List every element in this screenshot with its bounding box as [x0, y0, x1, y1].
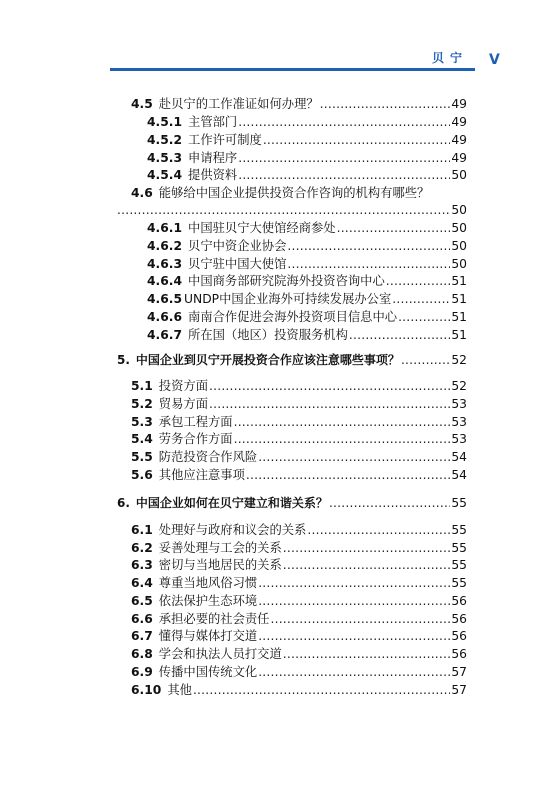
toc-entry-title: 中国商务部研究院海外投资咨询中心 [188, 274, 385, 288]
toc-entry-page: 55 [451, 576, 467, 590]
toc-entry-title: 依法保护生态环境 [158, 594, 258, 608]
toc-entry[interactable] [131, 449, 467, 466]
toc-entry-page: 50 [451, 203, 467, 217]
toc-entry-page: 50 [451, 239, 467, 253]
toc-section-heading[interactable] [117, 352, 467, 369]
toc-entry-title: 申请程序 [188, 151, 238, 165]
toc-entry-title: 中国驻贝宁大使馆经商参处 [188, 221, 336, 235]
toc-entry-title: 投资方面 [158, 379, 208, 393]
toc-entry-page: 50 [451, 168, 467, 182]
toc-entry-number: 6. [117, 496, 130, 510]
toc-entry-number: 5.3 [131, 415, 153, 429]
toc-entry-title: 学会和执法人员打交道 [158, 647, 282, 661]
toc-entry-page: 49 [451, 133, 467, 147]
toc-leader-dots [287, 238, 450, 255]
toc-entry-page: 50 [451, 221, 467, 235]
toc-entry-number: 5. [117, 353, 130, 367]
toc-entry-number: 6.3 [131, 558, 153, 572]
toc-leader-dots [392, 291, 450, 308]
toc-entry-number: 4.6.2 [147, 239, 183, 253]
toc-leader-dots [234, 431, 451, 448]
toc-entry-number: 5.1 [131, 379, 153, 393]
toc-entry-number: 4.5.1 [147, 115, 183, 129]
toc-entry-number: 4.6.5 [147, 292, 183, 306]
toc-entry-title: 处理好与政府和议会的关系 [158, 523, 307, 537]
toc-entry-number: 4.5.3 [147, 151, 183, 165]
toc-entry[interactable] [147, 238, 467, 255]
toc-entry[interactable] [131, 431, 467, 448]
toc-entry-title: 懂得与媒体打交道 [158, 629, 258, 643]
toc-leader-dots [283, 540, 451, 557]
toc-entry[interactable] [131, 467, 467, 484]
toc-leader-dots [258, 449, 450, 466]
toc-entry[interactable] [131, 628, 467, 645]
toc-entry[interactable] [147, 273, 467, 290]
toc-entry-page: 57 [451, 665, 467, 679]
toc-entry-number: 6.6 [131, 612, 153, 626]
toc-entry[interactable] [131, 682, 467, 699]
toc-entry-page: 53 [451, 432, 467, 446]
toc-entry[interactable] [131, 575, 467, 592]
toc-entry-continuation[interactable] [117, 202, 467, 219]
toc-entry-title: 工作许可制度 [188, 133, 262, 147]
toc-entry[interactable] [131, 378, 467, 395]
toc-entry-page: 56 [451, 612, 467, 626]
toc-entry-number: 4.6.3 [147, 257, 183, 271]
toc-entry[interactable] [147, 220, 467, 237]
toc-entry-title: UNDP中国企业海外可持续发展办公室 [184, 292, 392, 306]
toc-entry-page: 51 [451, 310, 467, 324]
toc-entry-page: 49 [451, 97, 467, 111]
toc-entry-page: 54 [451, 450, 467, 464]
toc-leader-dots [337, 220, 451, 237]
toc-leader-dots [234, 414, 451, 431]
toc-entry-page: 56 [451, 647, 467, 661]
toc-leader-dots [401, 352, 450, 369]
toc-entry[interactable] [131, 414, 467, 431]
toc-leader-dots [258, 593, 450, 610]
toc-entry[interactable] [131, 646, 467, 663]
toc-entry[interactable] [147, 256, 467, 273]
toc-leader-dots [307, 522, 450, 539]
toc-entry-title: 防范投资合作风险 [158, 450, 258, 464]
toc-entry-number: 6.5 [131, 594, 153, 608]
toc-entry-page: 53 [451, 397, 467, 411]
toc-entry[interactable] [147, 150, 467, 167]
toc-entry-title: 传播中国传统文化 [158, 665, 258, 679]
toc-entry-title: 密切与当地居民的关系 [158, 558, 282, 572]
toc-entry[interactable] [131, 185, 467, 202]
toc-entry[interactable] [131, 664, 467, 681]
toc-entry-title: 承包工程方面 [158, 415, 233, 429]
toc-entry[interactable] [131, 522, 467, 539]
toc-entry-title: 主管部门 [188, 115, 238, 129]
toc-entry-number: 4.6.1 [147, 221, 183, 235]
toc-entry-number: 5.6 [131, 468, 153, 482]
toc-entry-title: 其他 [167, 683, 192, 697]
toc-entry-page: 56 [451, 594, 467, 608]
toc-entry-number: 5.2 [131, 397, 153, 411]
toc-entry-number: 5.5 [131, 450, 153, 464]
toc-entry[interactable] [131, 396, 467, 413]
toc-entry-page: 53 [451, 415, 467, 429]
toc-leader-dots [283, 557, 451, 574]
toc-leader-dots [283, 646, 451, 663]
toc-entry[interactable] [147, 132, 467, 149]
toc-entry-number: 5.4 [131, 432, 153, 446]
toc-leader-dots [238, 167, 450, 184]
toc-entry[interactable] [147, 114, 467, 131]
toc-leader-dots [287, 256, 450, 273]
toc-entry-number: 4.5.2 [147, 133, 183, 147]
toc-entry-page: 55 [451, 558, 467, 572]
toc-leader-dots [238, 150, 450, 167]
toc-leader-dots [386, 273, 451, 290]
header-title: 贝宁 [432, 51, 469, 65]
toc-entry-page: 54 [451, 468, 467, 482]
toc-entry-title: 承担必要的社会责任 [158, 612, 270, 626]
toc-entry-number: 6.8 [131, 647, 153, 661]
toc-leader-dots [258, 575, 450, 592]
toc-leader-dots [117, 202, 450, 219]
toc-leader-dots [398, 309, 450, 326]
toc-entry-number: 6.9 [131, 665, 153, 679]
toc-entry-number: 6.10 [131, 683, 162, 697]
toc-leader-dots [209, 378, 450, 395]
toc-entry[interactable] [131, 611, 467, 628]
toc-entry-page: 49 [451, 151, 467, 165]
toc-entry[interactable] [131, 593, 467, 610]
toc-entry-title: 能够给中国企业提供投资合作咨询的机构有哪些？ [158, 186, 430, 200]
toc-entry[interactable] [147, 167, 467, 184]
toc-entry-title: 贸易方面 [158, 397, 208, 411]
toc-entry-number: 4.6.7 [147, 328, 183, 342]
toc-entry[interactable] [147, 309, 467, 326]
toc-entry[interactable] [131, 540, 467, 557]
toc-entry-title: 中国企业如何在贝宁建立和谐关系？ [135, 496, 328, 510]
toc-leader-dots [349, 327, 450, 344]
toc-leader-dots [209, 396, 450, 413]
toc-entry-number: 4.6 [131, 186, 153, 200]
toc-entry-page: 50 [451, 257, 467, 271]
toc-entry-number: 4.5.4 [147, 168, 183, 182]
toc-entry-page: 52 [451, 379, 467, 393]
toc-entry[interactable] [131, 557, 467, 574]
toc-entry-page: 55 [451, 496, 467, 510]
toc-leader-dots [320, 96, 451, 113]
toc-entry-title: 南南合作促进会海外投资项目信息中心 [188, 310, 398, 324]
toc-entry-title: 中国企业到贝宁开展投资合作应该注意哪些事项？ [135, 353, 400, 367]
toc-section-heading[interactable] [117, 495, 467, 512]
toc-leader-dots [329, 495, 450, 512]
toc-entry-page: 56 [451, 629, 467, 643]
toc-entry[interactable] [131, 96, 467, 113]
toc-entry-number: 6.2 [131, 541, 153, 555]
toc-leader-dots [193, 682, 450, 699]
toc-entry-title: 提供资料 [188, 168, 238, 182]
toc-entry-title: 妥善处理与工会的关系 [158, 541, 282, 555]
toc-entry-number: 4.6.4 [147, 274, 183, 288]
toc-entry-title: 贝宁驻中国大使馆 [188, 257, 287, 271]
toc-entry[interactable] [147, 327, 467, 344]
toc-entry-title: 赴贝宁的工作准证如何办理？ [158, 97, 319, 111]
toc-entry-title: 贝宁中资企业协会 [188, 239, 287, 253]
toc-entry-page: 55 [451, 541, 467, 555]
toc-entry-page: 55 [451, 523, 467, 537]
toc-leader-dots [270, 611, 450, 628]
toc-leader-dots [258, 628, 450, 645]
toc-entry-number: 4.5 [131, 97, 153, 111]
toc-entry-number: 6.1 [131, 523, 153, 537]
toc-entry-page: 49 [451, 115, 467, 129]
page-number-roman: V [489, 52, 500, 68]
toc-leader-dots [246, 467, 450, 484]
toc-entry-title: 尊重当地风俗习惯 [158, 576, 258, 590]
toc-entry-page: 51 [451, 274, 467, 288]
toc-entry-page: 57 [451, 683, 467, 697]
toc-leader-dots [263, 132, 451, 149]
toc-entry-title: 劳务合作方面 [158, 432, 233, 446]
toc-leader-dots [238, 114, 450, 131]
toc-entry-number: 4.6.6 [147, 310, 183, 324]
toc-entry-title: 其他应注意事项 [158, 468, 245, 482]
toc-entry-page: 51 [451, 328, 467, 342]
toc-entry-number: 6.7 [131, 629, 153, 643]
toc-entry-title: 所在国（地区）投资服务机构 [188, 328, 348, 342]
toc-entry-page: 51 [451, 292, 467, 306]
toc-entry[interactable] [147, 291, 467, 308]
toc-entry-page: 52 [451, 353, 467, 367]
toc-entry-number: 6.4 [131, 576, 153, 590]
toc-leader-dots [258, 664, 450, 681]
